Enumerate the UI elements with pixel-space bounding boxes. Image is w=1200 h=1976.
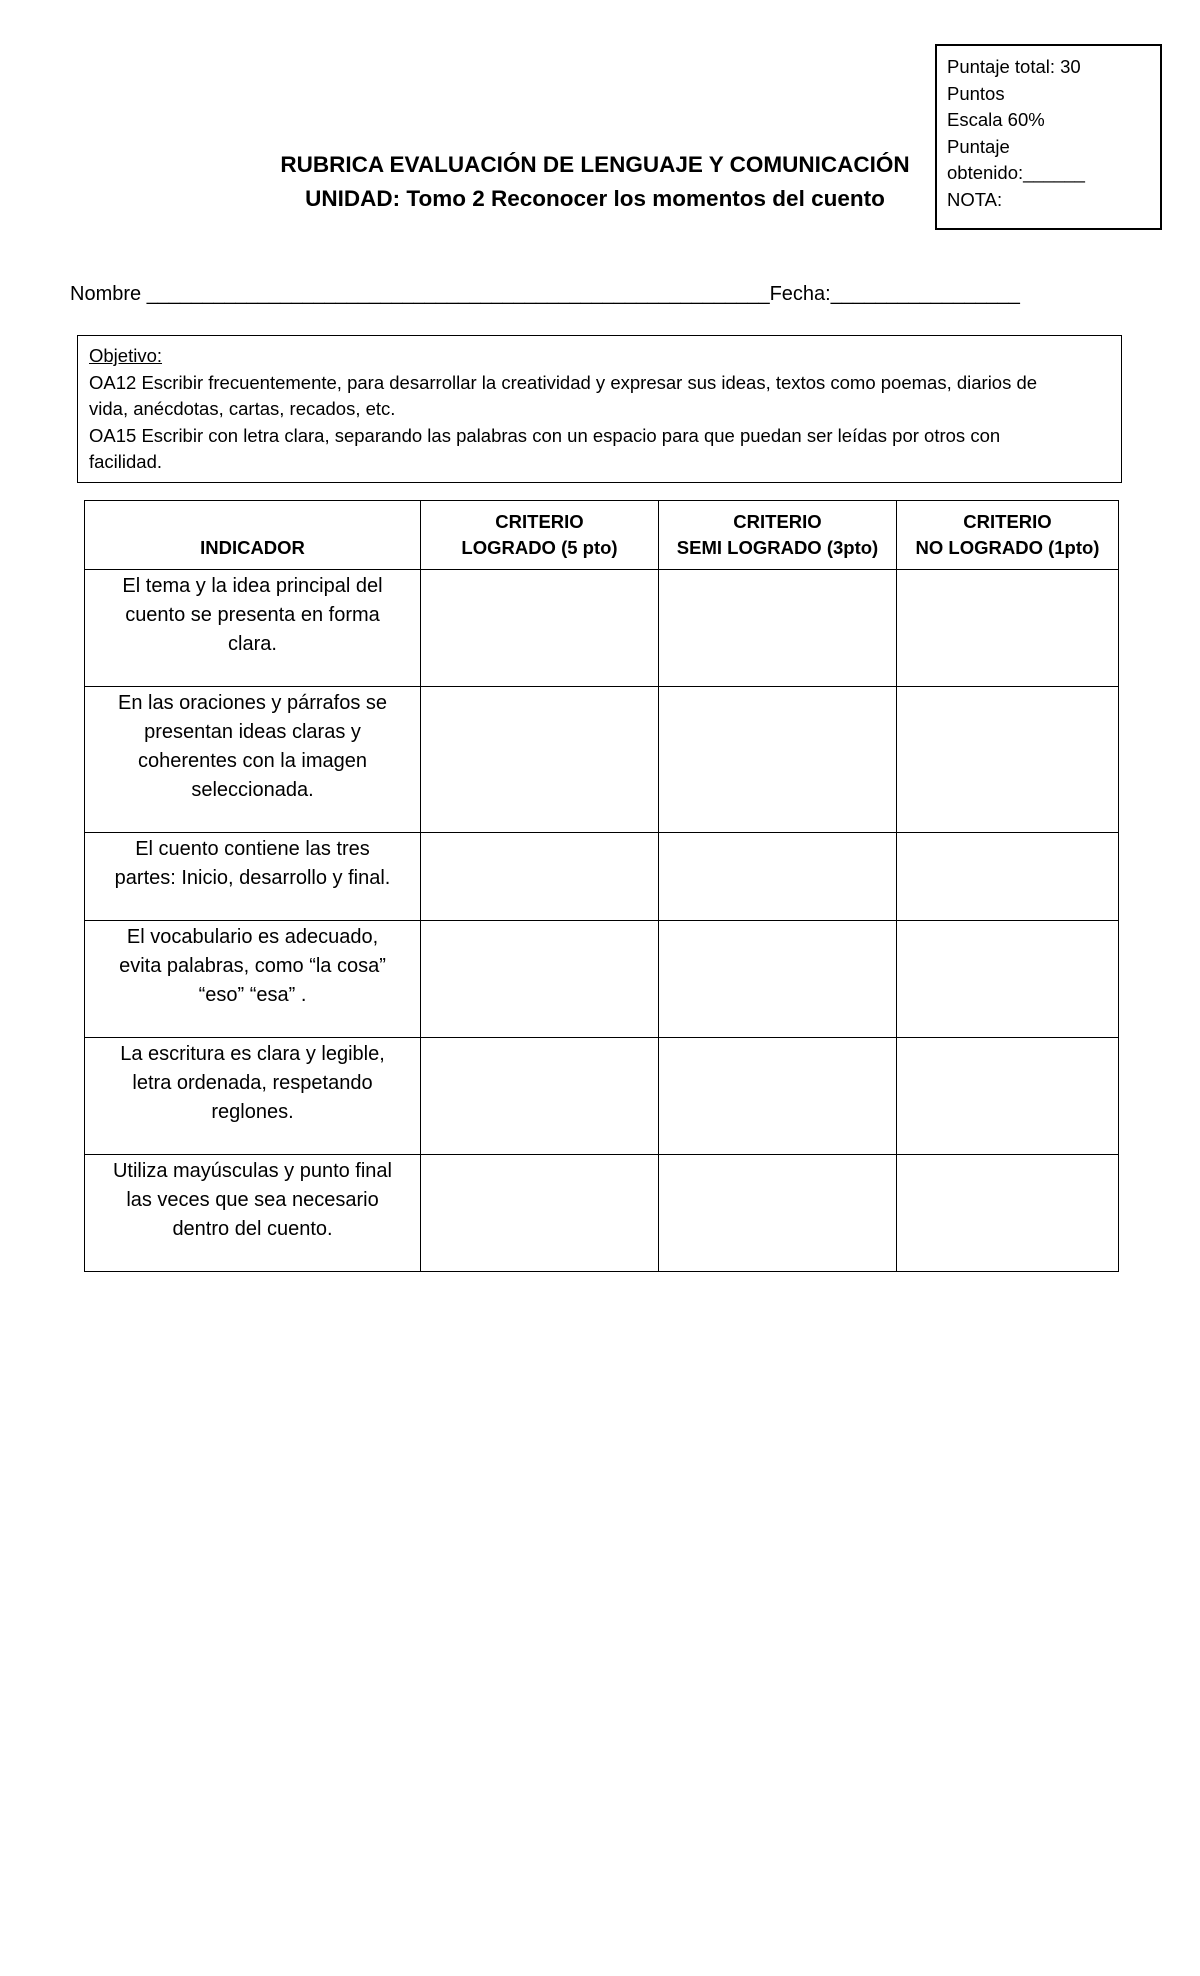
score-points-text: Puntos [947, 82, 1005, 104]
objective-heading: Objetivo: [89, 345, 163, 366]
indicator-text-line: El tema y la idea principal del [122, 575, 383, 597]
indicator-text-line: presentan ideas claras y [144, 721, 361, 743]
indicator-text-line: cuento se presenta en forma [125, 604, 380, 626]
criterion-not-achieved-header [897, 501, 1119, 570]
objective-line-1: OA12 Escribir frecuentemente, para desarrollar la creatividad y expresar sus ideas, textos como poemas, diarios de [89, 371, 1038, 393]
score-cell-semi[interactable] [659, 1155, 897, 1272]
indicator-text-line: partes: Inicio, desarrollo y final. [114, 867, 391, 889]
score-cell-achieved[interactable] [421, 1155, 659, 1272]
indicator-text-line: “eso” “esa” . [198, 984, 307, 1006]
score-cell-not-achieved[interactable] [897, 1155, 1119, 1272]
score-box [935, 44, 1162, 230]
criterion-achieved-header [421, 501, 659, 570]
score-cell-achieved[interactable] [421, 1038, 659, 1155]
indicator-cell [85, 570, 421, 687]
indicator-text-line: seleccionada. [191, 779, 314, 801]
score-cell-not-achieved[interactable] [897, 833, 1119, 921]
score-cell-not-achieved[interactable] [897, 570, 1119, 687]
table-row [85, 687, 1119, 833]
score-cell-not-achieved[interactable] [897, 1038, 1119, 1155]
score-obtained-blank: obtenido:______ [947, 162, 1085, 183]
indicator-text-line: evita palabras, como “la cosa” [119, 955, 386, 977]
indicator-text-line: las veces que sea necesario [126, 1189, 379, 1211]
criterion-level: LOGRADO (5 pto) [461, 537, 618, 558]
indicator-cell [85, 687, 421, 833]
indicator-text-line: En las oraciones y párrafos se [117, 692, 388, 714]
table-row [85, 570, 1119, 687]
score-cell-semi[interactable] [659, 833, 897, 921]
score-cell-achieved[interactable] [421, 570, 659, 687]
indicator-text-line: letra ordenada, respetando [132, 1072, 373, 1094]
table-row [85, 833, 1119, 921]
name-date-line: Nombre ________________________________________________________Fecha:_________________ [70, 283, 1020, 305]
indicator-header: INDICADOR [85, 501, 421, 570]
score-cell-not-achieved[interactable] [897, 921, 1119, 1038]
indicator-cell [85, 1038, 421, 1155]
criterion-label: CRITERIO [963, 511, 1052, 532]
score-scale-text: Escala 60% [947, 109, 1045, 130]
score-total-text: Puntaje total: 30 [947, 56, 1081, 77]
table-header-row [85, 501, 1119, 570]
objective-line-4: facilidad. [89, 451, 163, 472]
criterion-label: CRITERIO [733, 511, 822, 532]
title-line-2: UNIDAD: Tomo 2 Reconocer los momentos del cuento [305, 186, 885, 211]
grade-label: NOTA: [947, 188, 1003, 210]
score-cell-achieved[interactable] [421, 921, 659, 1038]
indicator-text-line: El vocabulario es adecuado, [126, 926, 379, 948]
table-row [85, 921, 1119, 1038]
score-cell-not-achieved[interactable] [897, 687, 1119, 833]
criterion-semi-header [659, 501, 897, 570]
criterion-level: NO LOGRADO (1pto) [915, 537, 1100, 558]
indicator-cell [85, 1155, 421, 1272]
title-line-1: RUBRICA EVALUACIÓN DE LENGUAJE Y COMUNICACIÓN [280, 152, 910, 177]
score-obtained-label: Puntaje [947, 135, 1010, 157]
score-cell-achieved[interactable] [421, 833, 659, 921]
criterion-level: SEMI LOGRADO (3pto) [676, 537, 879, 558]
score-cell-semi[interactable] [659, 1038, 897, 1155]
score-cell-achieved[interactable] [421, 687, 659, 833]
indicator-text-line: La escritura es clara y legible, [120, 1043, 385, 1065]
score-cell-semi[interactable] [659, 570, 897, 687]
score-cell-semi[interactable] [659, 687, 897, 833]
indicator-cell [85, 921, 421, 1038]
indicator-text-line: reglones. [211, 1101, 294, 1123]
indicator-text-line: coherentes con la imagen [137, 750, 368, 772]
table-row [85, 1155, 1119, 1272]
table-row [85, 1038, 1119, 1155]
score-cell-semi[interactable] [659, 921, 897, 1038]
objective-line-3: OA15 Escribir con letra clara, separando las palabras con un espacio para que puedan ser leídas por otros con [89, 424, 1001, 446]
indicator-cell [85, 833, 421, 921]
criterion-label: CRITERIO [495, 511, 584, 532]
document-title [255, 148, 935, 216]
objective-box [77, 335, 1122, 483]
indicator-text-line: clara. [228, 633, 277, 655]
objective-line-2: vida, anécdotas, cartas, recados, etc. [89, 398, 396, 419]
indicator-text-line: dentro del cuento. [172, 1218, 333, 1240]
rubric-table [84, 500, 1119, 1272]
indicator-text-line: El cuento contiene las tres [135, 838, 370, 860]
indicator-text-line: Utiliza mayúsculas y punto final [112, 1160, 392, 1182]
